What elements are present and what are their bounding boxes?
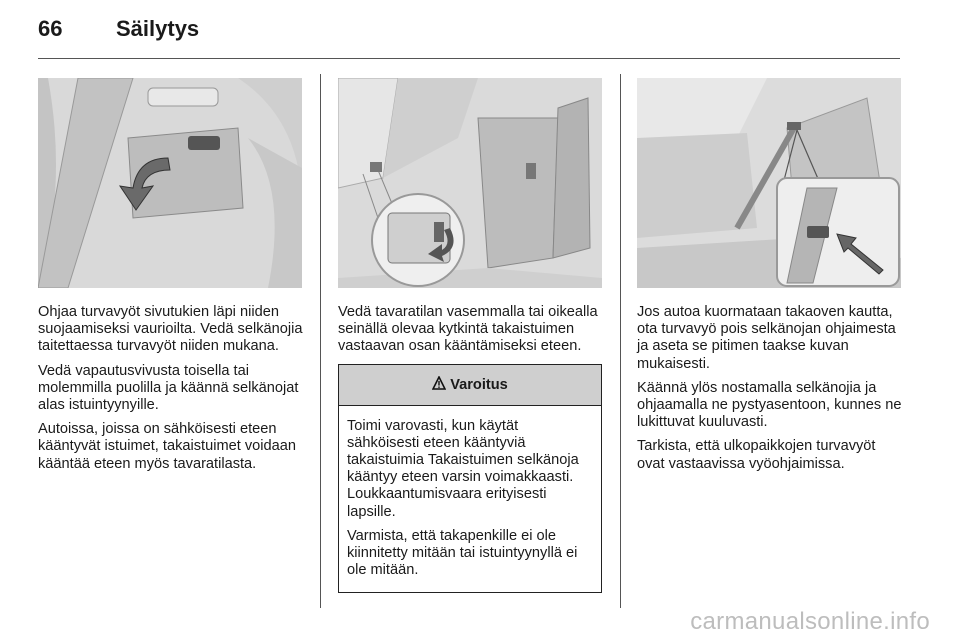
tailgate-seatbelt-illustration bbox=[637, 78, 901, 288]
paragraph: Vedä tavaratilan vasemmalla tai oikealla seinällä olevaa kytkintä takaistuimen vastaavan osan kääntämiseksi eteen. bbox=[338, 304, 598, 355]
cargo-switch-illustration bbox=[338, 78, 602, 288]
column-divider-2 bbox=[620, 74, 621, 608]
header-rule bbox=[38, 58, 900, 59]
seatbelt-guide-release-illustration bbox=[38, 78, 302, 288]
column-divider-1 bbox=[320, 74, 321, 608]
paragraph: Käännä ylös nostamalla selkänojia ja ohjaamalla ne pystyasentoon, kunnes ne lukittuvat kuuluvasti. bbox=[637, 379, 902, 431]
column-3-text bbox=[637, 304, 903, 473]
warning-paragraph: Toimi varovasti, kun käytät sähköisesti eteen kääntyviä takaistuimia Takaistuimen selkänoja kääntyy eteen varsin voimakkaasti. Loukkaantumisvaara erityisesti lapsille. bbox=[347, 417, 579, 520]
page-number: 66 bbox=[38, 16, 63, 41]
paragraph: Ohjaa turvavyöt sivutukien läpi niiden suojaamiseksi vaurioilta. Vedä selkänojia taitettaessa turvavyöt niiden mukana. bbox=[38, 304, 303, 355]
warning-title: Varoitus bbox=[450, 376, 508, 393]
column-3 bbox=[637, 78, 903, 480]
column-2-text bbox=[338, 304, 604, 356]
section-title: Säilytys bbox=[116, 16, 200, 41]
page-header bbox=[38, 16, 199, 46]
warning-header bbox=[339, 365, 601, 406]
column-2 bbox=[338, 78, 604, 593]
warning-triangle-icon bbox=[432, 376, 446, 394]
watermark: carmanualsonline.info bbox=[690, 608, 930, 635]
warning-box bbox=[338, 364, 602, 594]
column-1 bbox=[38, 78, 304, 480]
paragraph: Jos autoa kuormataan takaoven kautta, ota turvavyö pois selkänojan ohjaimesta ja aseta se pitimen taakse kuvan mukaisesti. bbox=[637, 304, 896, 372]
column-1-text bbox=[38, 304, 304, 473]
paragraph: Tarkista, että ulkopaikkojen turvavyöt ovat vastaavissa vyöohjaimissa. bbox=[637, 438, 876, 472]
warning-paragraph: Varmista, että takapenkille ei ole kiinnitetty mitään tai istuintyynyllä ei ole mitään. bbox=[347, 527, 578, 579]
warning-body bbox=[339, 406, 601, 593]
paragraph: Autoissa, joissa on sähköisesti eteen kääntyvät istuimet, takaistuimet voidaan kääntää eteen myös tavaratilasta. bbox=[38, 421, 296, 472]
paragraph: Vedä vapautusvivusta toisella tai molemmilla puolilla ja käännä selkänojat alas istuintyynyille. bbox=[38, 362, 299, 414]
